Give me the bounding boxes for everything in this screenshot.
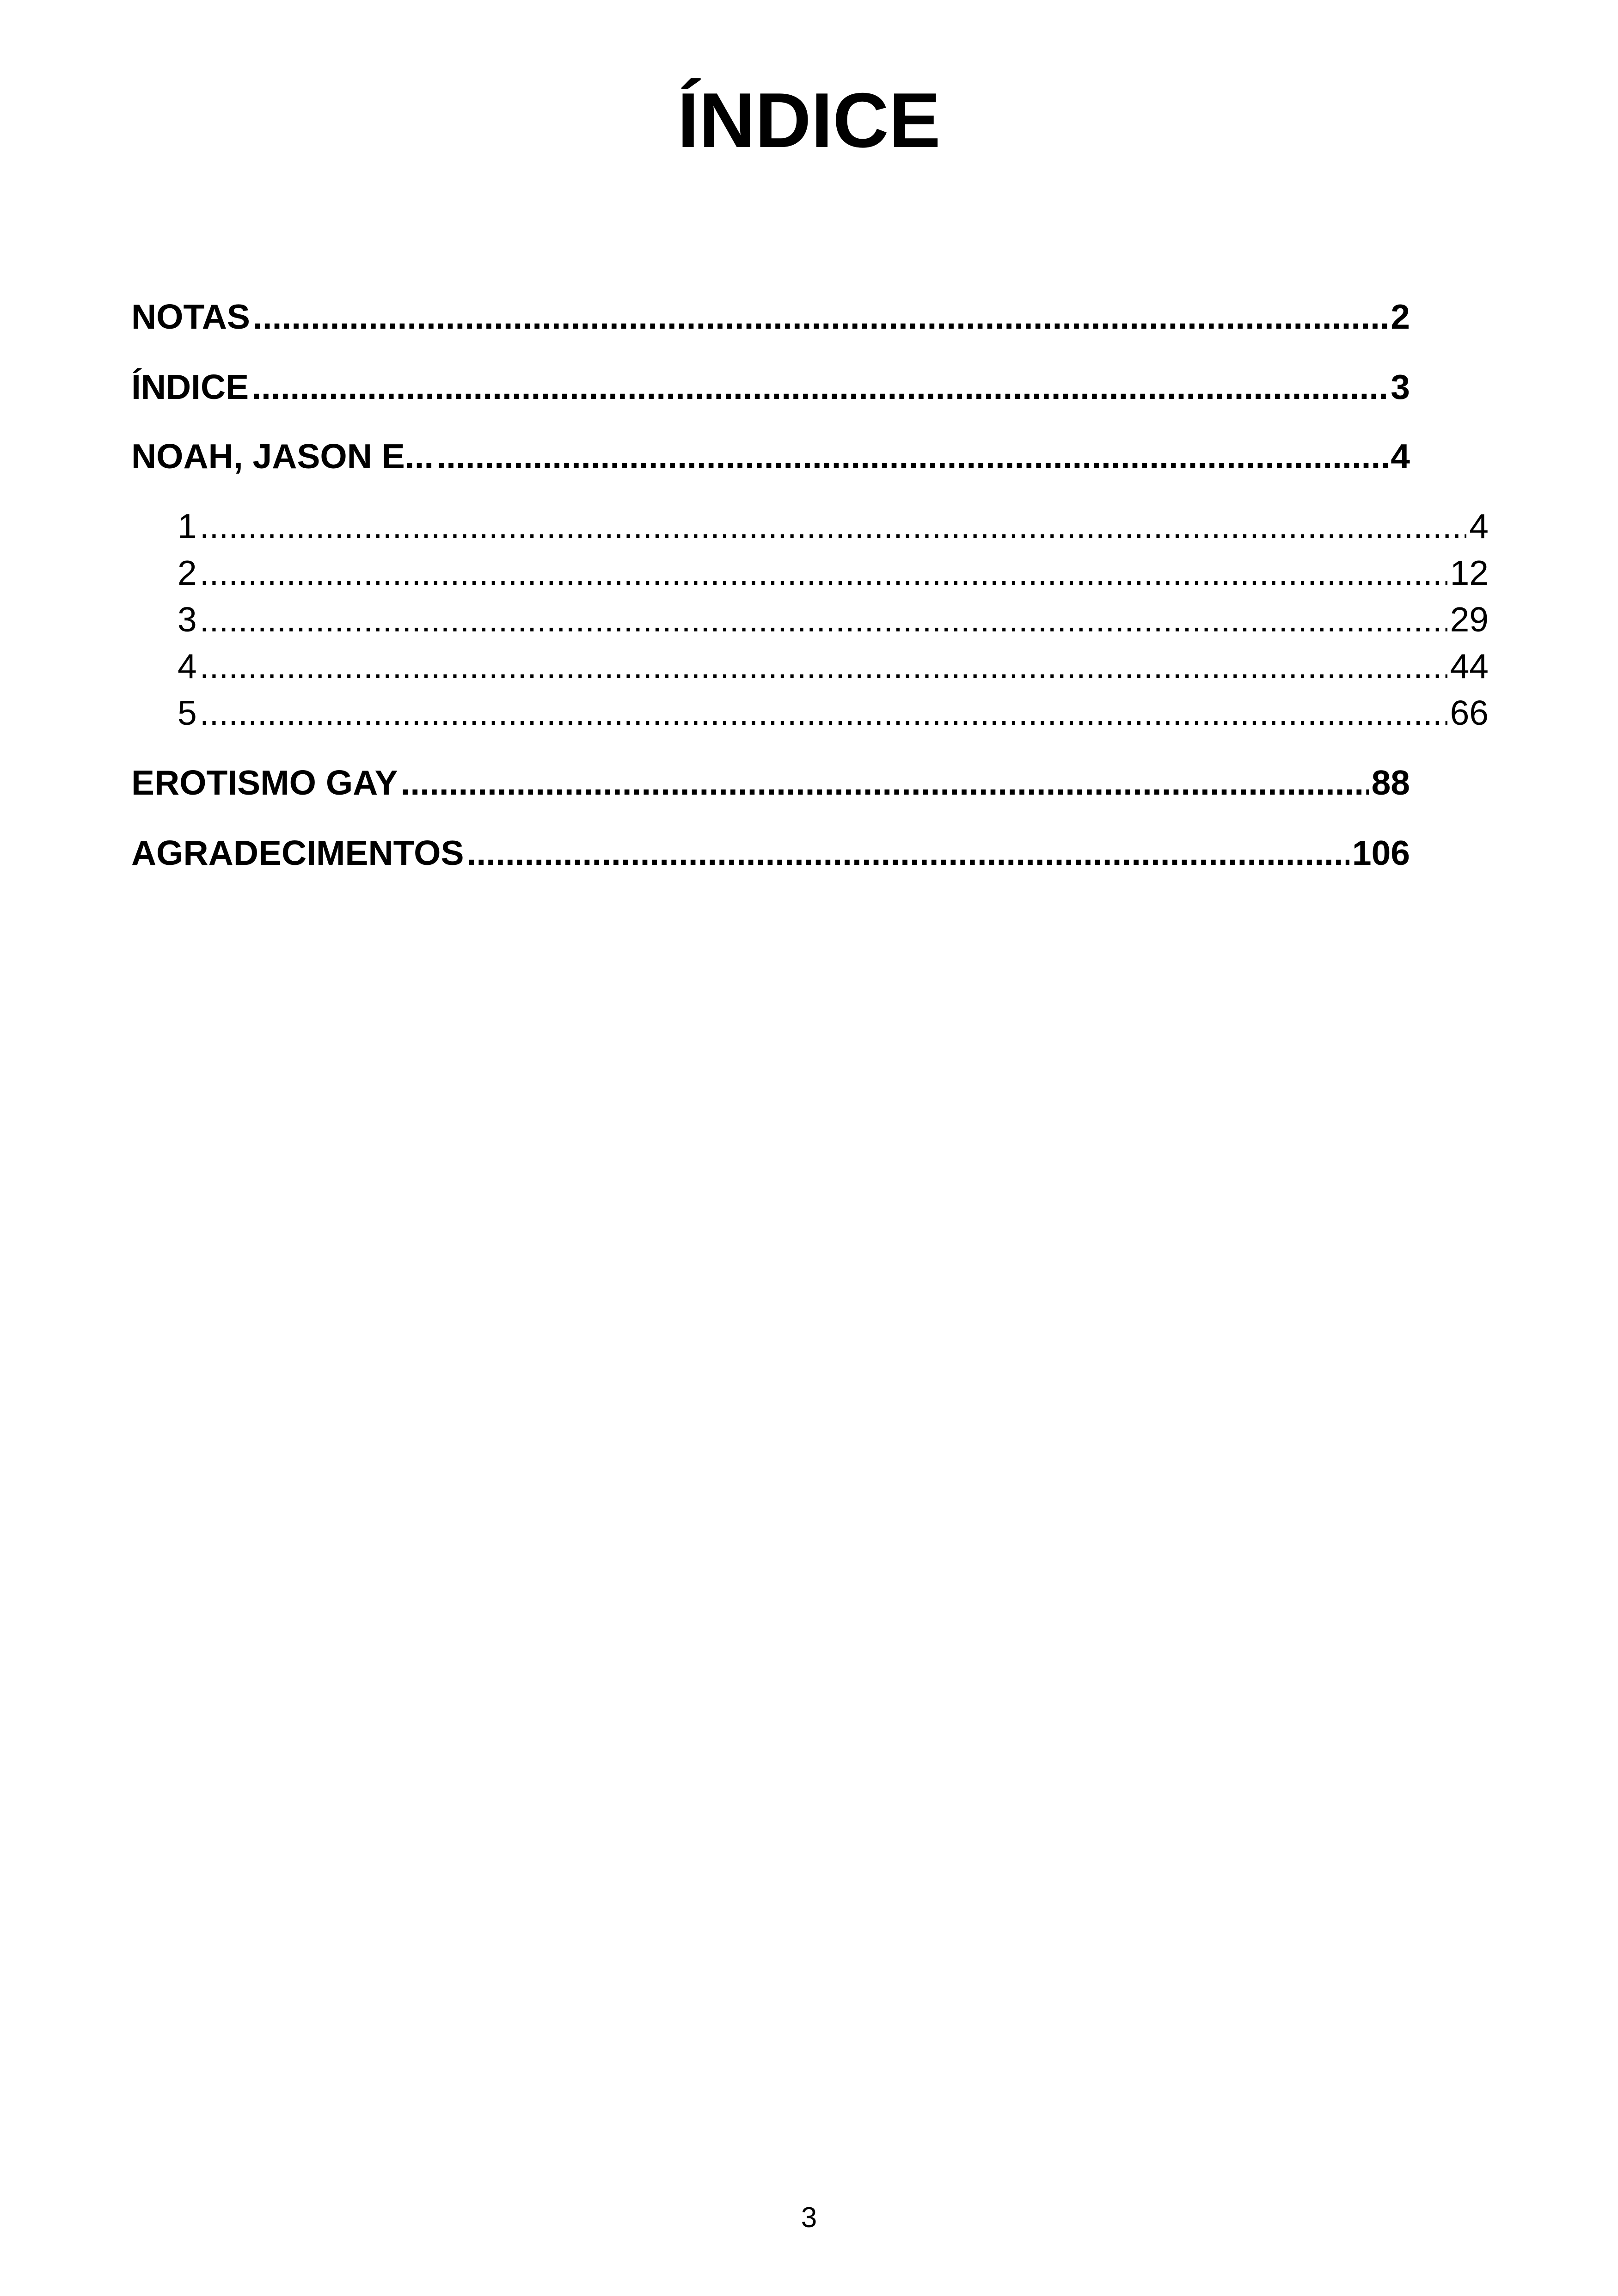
toc-dot-leader [251,364,1388,410]
toc-dot-leader [401,759,1369,806]
page-number: 3 [801,2202,817,2234]
toc-entry-notas[interactable] [131,294,1410,340]
toc-entry-indice[interactable] [131,364,1410,410]
toc-entry-chapter-5[interactable] [178,690,1489,736]
toc-entry-page: 12 [1450,553,1489,592]
toc-entry-label: 1 [178,507,197,545]
toc-entry-page: 3 [1391,367,1410,406]
toc-entry-label: 2 [178,553,197,592]
toc-entry-label: 5 [178,693,197,732]
toc-entry-label: ÍNDICE [131,367,249,406]
toc-dot-leader [200,690,1447,736]
toc-entry-label: 4 [178,647,197,686]
toc-entry-label: EROTISMO GAY [131,763,398,802]
toc-entry-label: NOAH, JASON E... [131,437,434,476]
toc-entry-agradecimentos[interactable] [131,830,1410,876]
toc-dot-leader [200,643,1447,689]
toc-entry-page: 88 [1371,763,1410,802]
toc-entry-page: 44 [1450,647,1489,686]
toc-dot-leader [200,550,1447,596]
toc-entry-page: 66 [1450,693,1489,732]
toc-entry-noah-jason[interactable] [131,433,1410,479]
toc-dot-leader [200,503,1467,549]
toc-entry-page: 4 [1391,437,1410,476]
toc-entry-page: 2 [1391,297,1410,336]
toc-dot-leader [253,294,1388,340]
toc-entry-chapter-4[interactable] [178,643,1489,689]
toc-dot-leader [200,596,1447,643]
toc-entry-chapter-1[interactable] [178,503,1489,549]
toc-entry-chapter-3[interactable] [178,596,1489,643]
toc-entry-label: NOTAS [131,297,250,336]
toc-entry-page: 4 [1469,507,1489,545]
toc-entry-page: 106 [1352,833,1410,872]
toc-entry-label: AGRADECIMENTOS [131,833,464,872]
toc-dot-leader [467,830,1349,876]
toc-entry-label: 3 [178,600,197,639]
toc-entry-chapter-2[interactable] [178,550,1489,596]
toc-dot-leader [436,433,1388,479]
toc-entry-page: 29 [1450,600,1489,639]
toc-entry-erotismo-gay[interactable] [131,759,1410,806]
page-title: ÍNDICE [677,77,941,164]
